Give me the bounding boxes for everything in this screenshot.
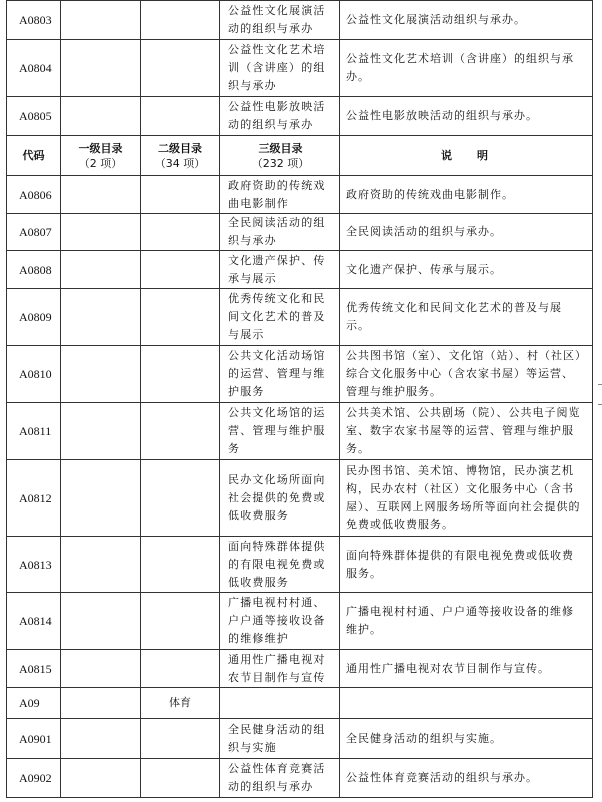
row-code: A0815 bbox=[7, 650, 61, 688]
row-level1 bbox=[61, 289, 141, 346]
table-row bbox=[7, 40, 593, 97]
row-code: A0805 bbox=[7, 97, 61, 136]
table-row bbox=[7, 346, 593, 403]
catalog-table-body bbox=[7, 176, 593, 798]
row-level1 bbox=[61, 346, 141, 403]
row-code: A0808 bbox=[7, 251, 61, 289]
margin-mark bbox=[598, 404, 602, 405]
row-level2 bbox=[141, 759, 220, 798]
row-code: A0807 bbox=[7, 214, 61, 251]
row-level1 bbox=[61, 719, 141, 759]
row-code: A0806 bbox=[7, 176, 61, 214]
row-code: A0803 bbox=[7, 1, 61, 40]
table-row bbox=[7, 688, 593, 719]
row-description: 政府资助的传统戏曲电影制作。 bbox=[340, 176, 593, 214]
header-description: 说 明 bbox=[340, 136, 593, 176]
header-row bbox=[7, 136, 593, 176]
row-level1 bbox=[61, 1, 141, 40]
row-description: 公益性文化展演活动组织与承办。 bbox=[340, 1, 593, 40]
row-level3: 全民健身活动的组织与实施 bbox=[220, 719, 340, 759]
row-description: 公益性体育竞赛活动的组织与承办。 bbox=[340, 759, 593, 798]
header-level1-count: （2 项） bbox=[78, 156, 123, 170]
header-level2 bbox=[141, 136, 220, 176]
row-code: A09 bbox=[7, 688, 61, 719]
row-level3 bbox=[220, 688, 340, 719]
row-level2 bbox=[141, 251, 220, 289]
row-level1 bbox=[61, 537, 141, 593]
row-level3: 广播电视村村通、户户通等接收设备的维修维护 bbox=[220, 593, 340, 650]
row-code: A0804 bbox=[7, 40, 61, 97]
row-level3: 公共文化场馆的运营、管理与维护服务 bbox=[220, 403, 340, 460]
row-level2 bbox=[141, 289, 220, 346]
row-description: 公共美术馆、公共剧场（院）、公共电子阅览室、数字农家书屋等的运营、管理与维护服务。 bbox=[340, 403, 593, 460]
table-row bbox=[7, 759, 593, 798]
row-code: A0902 bbox=[7, 759, 61, 798]
row-level1 bbox=[61, 460, 141, 537]
row-code: A0809 bbox=[7, 289, 61, 346]
row-level1 bbox=[61, 403, 141, 460]
row-description: 广播电视村村通、户户通等接收设备的维修维护。 bbox=[340, 593, 593, 650]
row-code: A0811 bbox=[7, 403, 61, 460]
table-row bbox=[7, 537, 593, 593]
row-level2 bbox=[141, 403, 220, 460]
table-row bbox=[7, 214, 593, 251]
header-level2-title: 二级目录 bbox=[158, 141, 202, 155]
row-description: 通用性广播电视对农节目制作与宣传。 bbox=[340, 650, 593, 688]
row-level3: 面向特殊群体提供的有限电视免费或低收费服务 bbox=[220, 537, 340, 593]
row-level3: 公共文化活动场馆的运营、管理与维护服务 bbox=[220, 346, 340, 403]
row-level3: 全民阅读活动的组织与承办 bbox=[220, 214, 340, 251]
row-description: 面向特殊群体提供的有限电视免费或低收费服务。 bbox=[340, 537, 593, 593]
catalog-table-top bbox=[7, 1, 593, 136]
row-level2 bbox=[141, 537, 220, 593]
row-level2 bbox=[141, 346, 220, 403]
table-row bbox=[7, 593, 593, 650]
header-level3-title: 三级目录 bbox=[258, 141, 303, 155]
margin-mark bbox=[598, 384, 602, 385]
row-level2 bbox=[141, 40, 220, 97]
row-description bbox=[340, 688, 593, 719]
row-description: 公益性文化艺术培训（含讲座）的组织与承办。 bbox=[340, 40, 593, 97]
table-row bbox=[7, 460, 593, 537]
row-level1 bbox=[61, 759, 141, 798]
row-description: 公共图书馆（室）、文化馆（站）、村（社区）综合文化服务中心（含农家书屋）等运营、管理与维护服务。 bbox=[340, 346, 593, 403]
row-level3: 民办文化场所面向社会提供的免费或低收费服务 bbox=[220, 460, 340, 537]
row-level3: 公益性文化展演活动的组织与承办 bbox=[220, 1, 340, 40]
row-level3: 文化遗产保护、传承与展示 bbox=[220, 251, 340, 289]
row-level2 bbox=[141, 214, 220, 251]
row-level3: 通用性广播电视对农节目制作与宣传 bbox=[220, 650, 340, 688]
row-description: 全民健身活动的组织与实施。 bbox=[340, 719, 593, 759]
header-level3 bbox=[220, 136, 340, 176]
table-row bbox=[7, 97, 593, 136]
row-level2: 体育 bbox=[141, 688, 220, 719]
table-row bbox=[7, 719, 593, 759]
row-code: A0813 bbox=[7, 537, 61, 593]
row-level2 bbox=[141, 593, 220, 650]
row-level2 bbox=[141, 97, 220, 136]
header-level1 bbox=[61, 136, 141, 176]
row-level1 bbox=[61, 40, 141, 97]
row-level2 bbox=[141, 176, 220, 214]
table-row bbox=[7, 403, 593, 460]
header-level1-title: 一级目录 bbox=[78, 141, 123, 155]
catalog-table bbox=[6, 0, 593, 798]
table-row bbox=[7, 1, 593, 40]
row-level1 bbox=[61, 650, 141, 688]
row-level1 bbox=[61, 214, 141, 251]
row-level2 bbox=[141, 1, 220, 40]
catalog-sheet bbox=[6, 0, 592, 798]
table-row bbox=[7, 650, 593, 688]
row-level3: 政府资助的传统戏曲电影制作 bbox=[220, 176, 340, 214]
header-level2-count: （34 项） bbox=[154, 156, 206, 170]
header-level3-count: （232 项） bbox=[251, 156, 310, 170]
row-code: A0812 bbox=[7, 460, 61, 537]
row-level1 bbox=[61, 176, 141, 214]
table-row bbox=[7, 176, 593, 214]
row-description: 公益性电影放映活动的组织与承办。 bbox=[340, 97, 593, 136]
row-level3: 公益性体育竞赛活动的组织与承办 bbox=[220, 759, 340, 798]
header-code: 代码 bbox=[7, 136, 61, 176]
row-level2 bbox=[141, 460, 220, 537]
row-code: A0814 bbox=[7, 593, 61, 650]
row-level3: 优秀传统文化和民间文化艺术的普及与展示 bbox=[220, 289, 340, 346]
row-level1 bbox=[61, 97, 141, 136]
catalog-table-header bbox=[7, 136, 593, 176]
table-row bbox=[7, 289, 593, 346]
row-description: 优秀传统文化和民间文化艺术的普及与展示。 bbox=[340, 289, 593, 346]
table-row bbox=[7, 251, 593, 289]
row-description: 民办图书馆、美术馆、博物馆，民办演艺机构，民办农村（社区）文化服务中心（含书屋）、互联网上网服务场所等面向社会提供的免费或低收费服务。 bbox=[340, 460, 593, 537]
row-level1 bbox=[61, 593, 141, 650]
row-level3: 公益性文化艺术培训（含讲座）的组织与承办 bbox=[220, 40, 340, 97]
row-description: 文化遗产保护、传承与展示。 bbox=[340, 251, 593, 289]
row-level1 bbox=[61, 688, 141, 719]
row-level2 bbox=[141, 650, 220, 688]
row-level2 bbox=[141, 719, 220, 759]
row-description: 全民阅读活动的组织与承办。 bbox=[340, 214, 593, 251]
row-level1 bbox=[61, 251, 141, 289]
row-code: A0901 bbox=[7, 719, 61, 759]
row-level3: 公益性电影放映活动的组织与承办 bbox=[220, 97, 340, 136]
row-code: A0810 bbox=[7, 346, 61, 403]
